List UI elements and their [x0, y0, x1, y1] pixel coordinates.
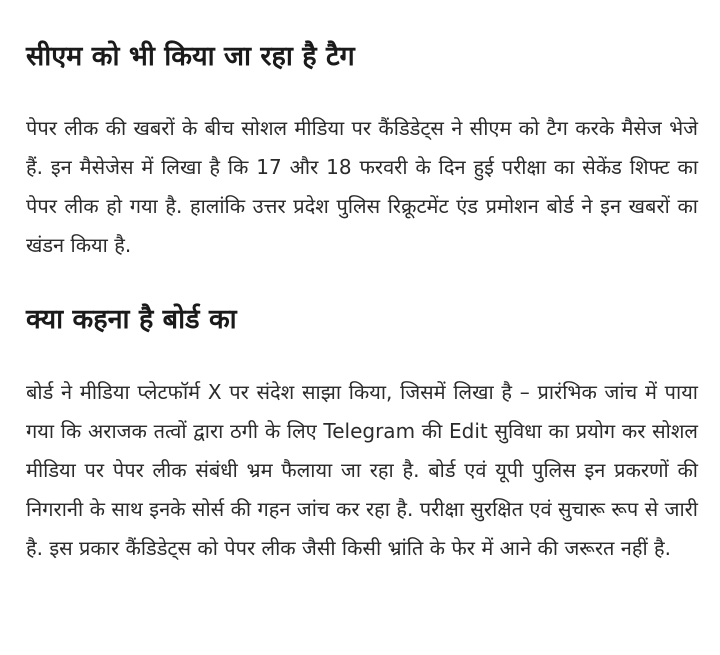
section-heading-board-statement: क्या कहना है बोर्ड का: [26, 304, 237, 335]
section-heading-cm-tag: सीएम को भी किया जा रहा है टैग: [26, 41, 355, 72]
section-paragraph-cm-tag: पेपर लीक की खबरों के बीच सोशल मीडिया पर कैंडिडेट्स ने सीएम को टैग करके मैसेज भेजे हैं. इन मैसेजेस में लिखा है कि 17 और 18 फरवरी के दिन हुई परीक्षा का सेकेंड शिफ्ट का पेपर लीक हो गया है. हालांकि उत्तर प्रदेश पुलिस रिक्रूटमेंट एंड प्रमोशन बोर्ड ने इन खबरों का खंडन किया है.: [26, 116, 698, 257]
section-paragraph-board-statement: बोर्ड ने मीडिया प्लेटफॉर्म X पर संदेश साझा किया, जिसमें लिखा है – प्रारंभिक जांच में पाया गया कि अराजक तत्वों द्वारा ठगी के लिए Telegram की Edit सुविधा का प्रयोग कर सोशल मीडिया पर पेपर लीक संबंधी भ्रम फैलाया जा रहा है. बोर्ड एवं यूपी पुलिस इन प्रकरणों की निगरानी के साथ इनके सोर्स की गहन जांच कर रहा है. परीक्षा सुरक्षित एवं सुचारू रूप से जारी है. इस प्रकार कैंडिडेट्स को पेपर लीक जैसी किसी भ्रांति के फेर में आने की जरूरत नहीं है.: [26, 380, 698, 560]
